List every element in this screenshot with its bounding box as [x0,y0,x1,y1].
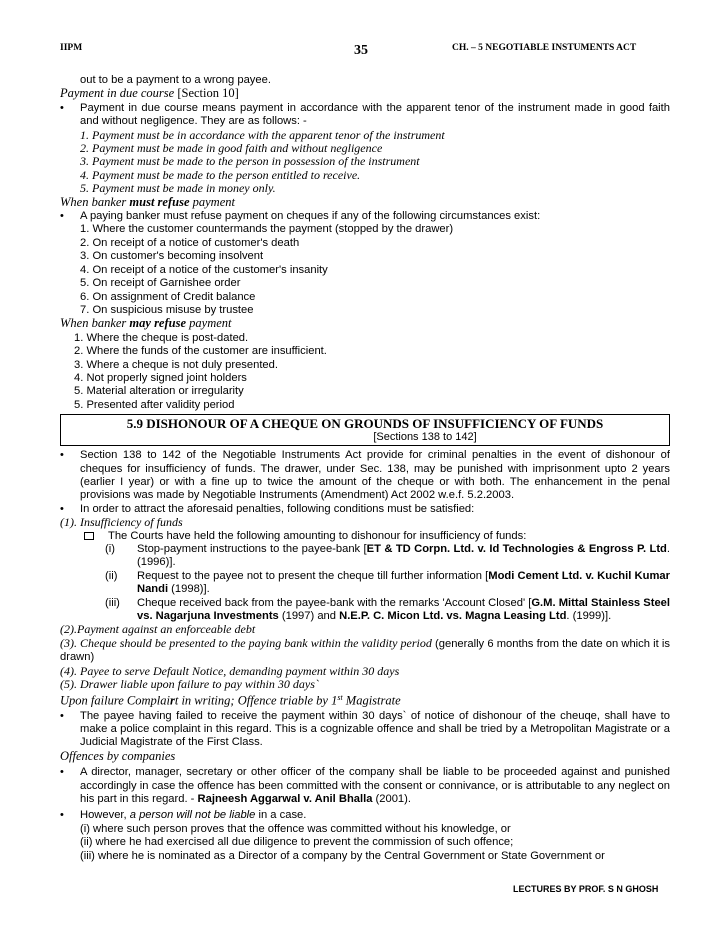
sub-item [60,543,670,570]
sub-item [60,597,670,624]
heading-text: Payment in due course [60,87,178,101]
bullet-icon: • [60,809,64,822]
bullet-item [60,449,670,503]
heading-bold: must refuse [129,195,190,209]
sub-item-text [137,543,670,570]
italic-span: a person will not be liable [129,809,256,822]
list-item: 7. On suspicious misuse by trustee [80,303,254,316]
condition-heading: (5). Drawer liable upon failure to pay within 30 days` [60,678,319,692]
list-item: 2. Where the funds of the customer are insufficient. [74,345,327,358]
bullet-icon: • [60,709,64,722]
sub-item-label: (i) [105,543,115,555]
page-content [60,74,670,863]
page-number: 35 [354,43,368,58]
condition-heading: (4). Payee to serve Default Notice, demanding payment within 30 days [60,664,400,678]
heading-text: Upon failure Complai [60,694,170,709]
bullet-text: The Courts have held the following amounting to dishonour for insufficiency of funds: [108,529,527,542]
header-left: IIPM [60,43,83,53]
heading-payment-due-course [60,87,670,101]
sub-item-label: (iii) [105,596,120,609]
heading-must-refuse [60,196,670,210]
list-item: 3. Payment must be made to the person in possession of the instrument [80,155,420,169]
bullet-text: The payee having failed to receive the payment within 30 days` of notice of dishonour of the cheuqe, shall have to make a police complaint in this regard. This is a cognizable offence and shall be tried by a Metropolitan Magistrate or a Judicial Magistrate of the First Class. [80,709,670,749]
bullet-text: A paying banker must refuse payment on cheques if any of the following circumstances exist: [80,210,541,223]
list-item: 5. Payment must be made in money only. [80,182,276,196]
list-item: 6. On assignment of Credit balance [80,290,256,303]
case-name: Modi Cement Ltd. v. Kuchil Kumar Nandi [137,569,670,596]
text-span: Cheque received back from the payee-bank with the remarks 'Account Closed' [ [137,596,532,609]
bullet-item [60,102,670,129]
heading-text: payment [186,317,232,331]
text-span: However, [80,809,130,822]
bullet-icon: • [60,210,64,223]
case-name: G.M. Mittal Stainless Steel vs. Nagarjuna Investments [137,596,671,623]
heading-text: When banker [60,195,130,209]
heading-text: When banker [60,317,130,331]
list-item: 4. Not properly signed joint holders [74,371,247,384]
heading-bold: may refuse [129,317,187,331]
checkbox-bullet-item [60,530,670,543]
heading-offences-companies: Offences by companies [60,749,176,763]
list-item: (i) where such person proves that the offence was committed without his knowledge, or [80,822,511,835]
list-item: (ii) where he had exercised all due diligence to prevent the commission of such offence; [80,836,514,849]
condition-text: (3). Cheque should be presented to the paying bank within the validity period [60,635,432,650]
bullet-item [60,503,670,516]
heading-superscript: st [337,693,343,703]
list-item: 2. Payment must be made in good faith and without negligence [80,142,383,156]
list-item: 5. On receipt of Garnishee order [80,277,241,290]
list-item: 1. Where the customer countermands the payment (stopped by the drawer) [80,223,454,236]
text-span: in a case. [255,809,307,822]
list-item: 3. Where a cheque is not duly presented. [74,358,278,371]
list-item: 5. Presented after validity period [74,398,235,411]
sub-item [60,570,670,597]
bullet-icon: • [60,766,64,779]
heading-upon-failure [60,691,670,709]
bullet-item [60,710,670,750]
heading-bold: r [169,694,175,709]
heading-text: t in writing; Offence triable by 1 [174,694,338,709]
text-span: . (1999)]. [566,610,612,623]
bullet-text: Payment in due course means payment in accordance with the apparent tenor of the instrument made in good faith and without negligence. They are as follows: - [80,101,670,128]
header-right: CH. – 5 NEGOTIABLE INSTUMENTS ACT [452,43,637,53]
text-line: out to be a payment to a wrong payee. [80,74,271,86]
sub-item-text [137,570,670,597]
text-span: (2001). [372,793,411,806]
bullet-icon: • [60,502,64,515]
list-item: 5. Material alteration or irregularity [74,385,244,398]
section-subtitle: [Sections 138 to 142] [373,431,477,444]
bullet-icon: • [60,101,64,114]
text-span: . (1996)]. [137,543,670,569]
sub-item-text [137,597,670,624]
bullet-text [80,766,670,806]
text-span: Request to the payee not to present the cheque till further information [ [137,569,489,582]
section-heading-box [60,414,670,446]
list-item: 1. Where the cheque is post-dated. [74,331,249,344]
case-name: Rajneesh Aggarwal v. Anil Bhalla [197,793,373,806]
list-item: 4. Payment must be made to the person entitled to receive. [80,168,361,182]
heading-text: payment [189,195,235,209]
bullet-item [60,210,670,223]
text-span: (1997) and [278,610,340,623]
list-item: 2. On receipt of a notice of customer's death [80,236,300,249]
list-item: 3. On customer's becoming insolvent [80,250,264,263]
bullet-text: Section 138 to 142 of the Negotiable Instruments Act provide for criminal penalties in the event of dishonour of cheques for insufficiency of funds. The drawer, under Sec. 138, may be punished with imprisonment upto 2 years (earlier I year) or with a fine up to twice the amount of the cheque or with both. The enhancement in the penal provisions was made by Negotiable Instruments (Amendment) Act 2002 w.e.f. 5.2.2003. [80,449,670,502]
case-name: N.E.P. C. Micon Ltd. vs. Magna Leasing Ltd [339,610,567,623]
condition-heading [60,637,670,665]
list-item: 4. On receipt of a notice of the customer's insanity [80,263,328,276]
list-item: (iii) where he is nominated as a Director of a company by the Central Government or State Government or [80,849,605,862]
heading-text: Magistrate [342,694,401,709]
bullet-item [60,809,670,822]
heading-may-refuse [60,317,670,331]
text-span: (1998)]. [168,583,210,596]
section-title: 5.9 DISHONOUR OF A CHEQUE ON GROUNDS OF INSUFFICIENCY OF FUNDS [126,416,604,432]
page-footer: LECTURES BY PROF. S N GHOSH [513,884,659,894]
condition-note: (generally 6 months from the date on which it is drawn) [60,637,670,664]
bullet-icon: • [60,449,64,462]
bullet-text: In order to attract the aforesaid penalties, following conditions must be satisfied: [80,502,475,515]
sub-item-label: (ii) [105,569,118,582]
condition-heading: (1). Insufficiency of funds [60,516,183,530]
heading-section: [Section 10] [177,87,239,101]
square-bullet-icon [84,532,94,540]
bullet-text [80,809,670,822]
bullet-item [60,766,670,806]
text-span: A director, manager, secretary or other officer of the company shall be liable to be proceeded against and punished accordingly in case the offence has been committed with the consent or connivance, or is attributable to any neglect on his part in this regard. - [80,766,670,806]
list-item: 1. Payment must be in accordance with the apparent tenor of the instrument [80,128,445,142]
condition-heading: (2).Payment against an enforceable debt [60,623,256,637]
text-span: Stop-payment instructions to the payee-bank [ [137,543,367,555]
case-name: ET & TD Corpn. Ltd. v. Id Technologies & Engross P. Ltd [366,543,667,555]
